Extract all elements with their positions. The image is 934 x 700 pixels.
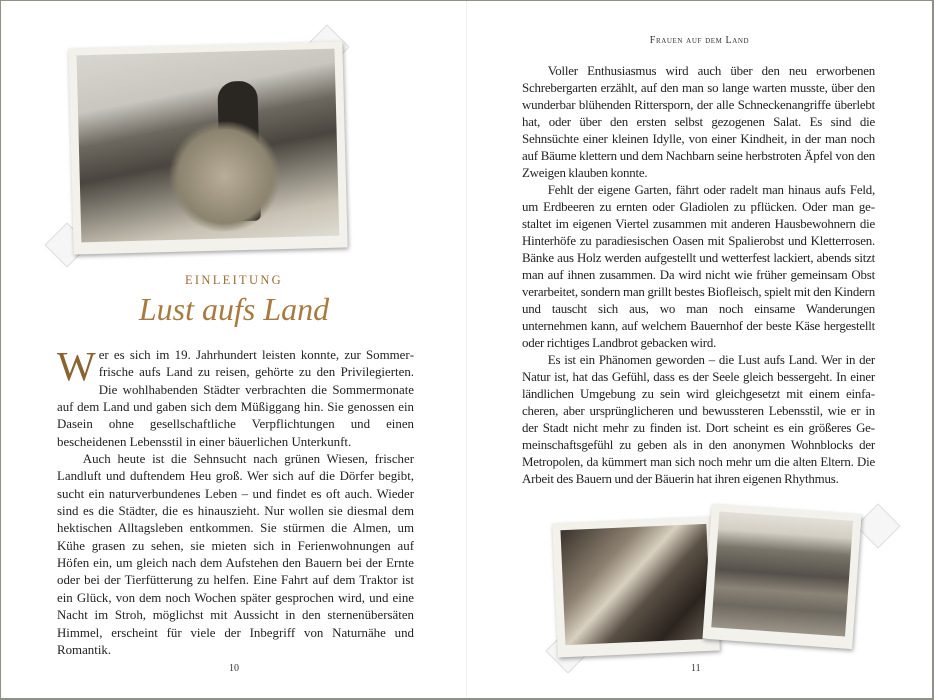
chapter-kicker: EINLEITUNG (185, 273, 283, 287)
page-number: 10 (229, 663, 239, 674)
paragraph: er es sich im 19. Jahrhundert leisten konnte, zur Sommerfrische aufs Land zu reisen, gehörte zu den Privilegierten. Die wohlhabenden Städter verbrachten die Sommermonate auf dem Land und gaben sich dem Müßiggang hin. Sie genossen ein Dasein ohne gesellschaftliche Verpflichtungen und einen bescheidenen Lebensstil in einer bäuerlichen Unterkunft. (57, 348, 414, 449)
page-number: 11 (691, 663, 701, 674)
left-page (1, 1, 467, 698)
photo-alpine-valley (702, 504, 861, 649)
paragraph: Fehlt der eigene Garten, fährt oder radelt man hinaus aufs Feld, um Erdbeeren zu ernten oder Gladiolen zu pflücken. Oder man gestaltet im eigenen Viertel zusammen mit anderen Hausbewohnern die Hinterhöfe zu paradiesischen Oasen mit Spalierobst und Kletterrosen. Bänke aus Holz werden aufgestellt und wetterfest lackiert, abends sitzt man auf ihnen zusammen. Da wird nicht wie früher gemeinsam Obst verarbeitet, sondern man grillt bestes Biofleisch, spielt mit den Kindern und tauscht sich aus, wo man noch einsame Wanderungen unternehmen kann, auf welchem Bauernhof der beste Käse hergestellt oder richtiges Landbrot gebacken wird. (522, 183, 875, 350)
photo-children-on-fence (552, 517, 720, 658)
photo-corner (855, 503, 900, 548)
paragraph: Auch heute ist die Sehnsucht nach grünen Wiesen, frischer Landluft und duftendem Heu groß. Wer sich auf die Dörfer begibt, sucht ein naturverbundenes Leben – und findet es oft auch. Wieder sind es die Städter, die es hinauszieht. Nur wollen sie diesmal dem hektischen Alltagsleben entkommen. Sie stürmen die Almen, um Kühe grasen zu sehen, sie mieten sich in Ferienwohnungen auf Höfen ein, um gleich nach dem Aufstehen den Bauern bei der Ernte oder bei der Tierfütterung zu helfen. Eine Fahrt auf dem Traktor ist ein Glück, von dem noch Wochen später gesprochen wird, und eine Nacht im Stroh, möglichst mit Aussicht in den sternenübersäten Himmel, erscheint für viele der Inbegriff von Naturnähe und Romantik. (57, 452, 414, 657)
running-head: Frauen auf dem Land (649, 35, 750, 46)
paragraph: Voller Enthusiasmus wird auch über den neu erworbenen Schrebergarten erzählt, auf den man so lange warten musste, über den wunderbar blühenden Rittersporn, der alle Schneckenangriffe überlebt hat, oder über den ersten selbst gezogenen Salat. Es sind die Sehnsüchte einer kleinen Idylle, von einer Kindheit, in der man noch auf Bäume klettern und dem Nachbarn seine herbstroten Äpfel von den Zweigen klauben konnte. (522, 64, 875, 180)
paragraph: Es ist ein Phänomen geworden – die Lust aufs Land. Wer in der Natur ist, hat das Gefühl, dass es der Seele gleich bessergeht. In einer ländlichen Umgebung zu sein wird gleichgesetzt mit einem einfacheren, aber ursprünglicheren und bewussteren Lebensstil, wie er in der Stadt nicht mehr zu finden ist. Dort scheint es ein größeres Gemeinschaftsgefühl zu geben als in den anonymen Wohnblocks der Metropolen, da kümmert man sich noch mehr um die alten Eltern. Die Arbeit des Bauern und der Bäuerin hat ihren eigenen Rhythmus. (522, 353, 875, 486)
chapter-title: Lust aufs Land (138, 291, 330, 327)
right-page (467, 1, 932, 698)
drop-cap: W (57, 343, 96, 389)
body-text (522, 63, 875, 488)
photo-woman-carrying-hay (68, 41, 347, 254)
body-text (57, 343, 414, 659)
